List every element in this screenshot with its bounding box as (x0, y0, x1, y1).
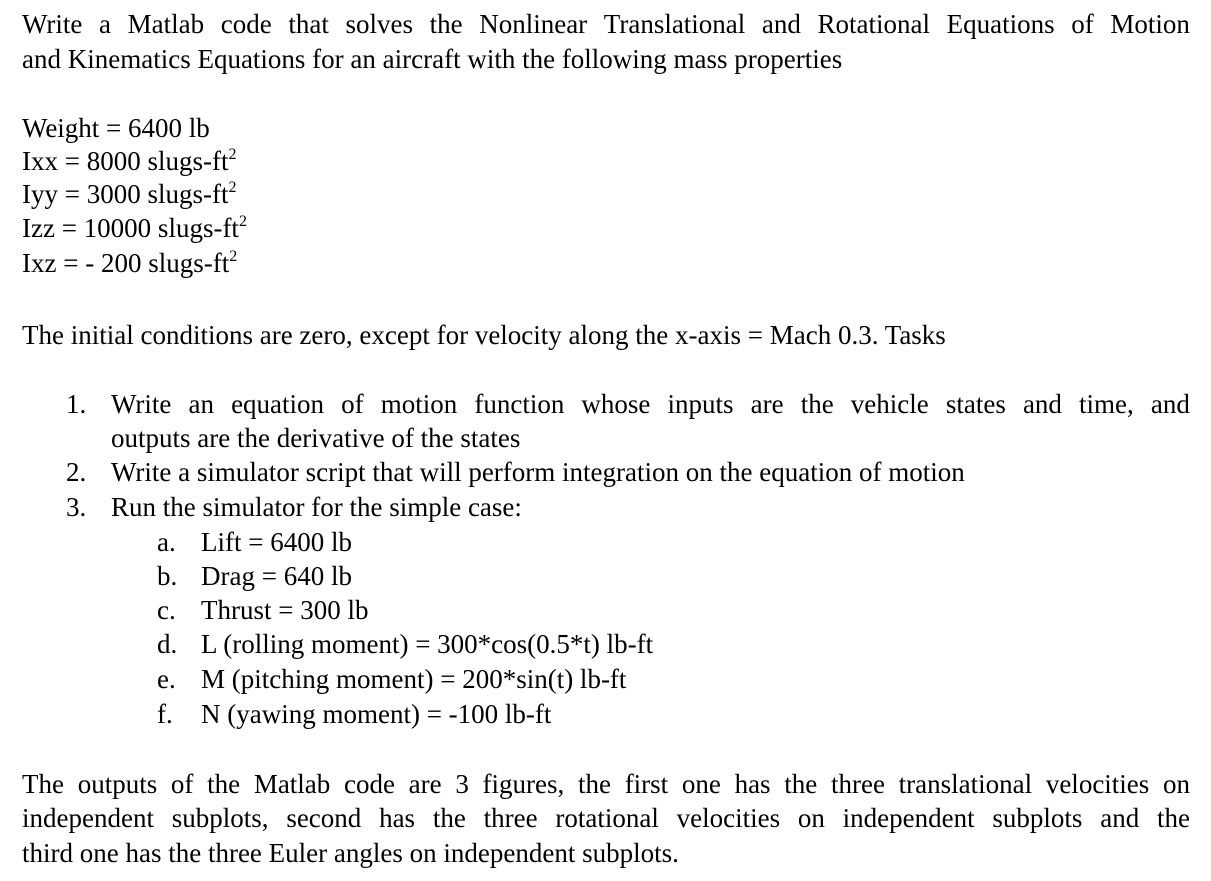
mass-property-exponent: 2 (228, 146, 237, 163)
word: one (681, 769, 721, 799)
word: Nonlinear (479, 9, 588, 39)
outputs-line-3: third one has the three Euler angles on independent subplots. (22, 838, 679, 868)
word: code (220, 9, 272, 39)
word: whose (581, 389, 651, 419)
task-1-line-2: outputs are the derivative of the states (111, 423, 521, 453)
mass-property-exponent: 2 (228, 179, 237, 196)
case-thrust: Thrust = 300 lb (201, 595, 369, 625)
word: subplots, (171, 803, 269, 833)
word: code (344, 769, 395, 799)
word: and (1100, 803, 1140, 833)
word: of (170, 769, 194, 799)
word: of (341, 389, 364, 419)
word: three (830, 769, 885, 799)
word: the (1157, 803, 1190, 833)
word: the (784, 769, 818, 799)
word: Matlab (127, 9, 205, 39)
mass-property-text: Ixx = 8000 slugs-ft (22, 146, 229, 176)
case-drag: Drag = 640 lb (201, 561, 352, 591)
mass-property-iyy (22, 177, 236, 211)
word: a (99, 9, 111, 39)
mass-property-izz (22, 211, 247, 245)
case-letter: e. (157, 664, 176, 694)
outputs-line-1 (22, 767, 1190, 801)
word: the (429, 9, 463, 39)
mass-property-exponent: 2 (238, 213, 247, 230)
word: the (577, 769, 611, 799)
word: equation (231, 389, 325, 419)
word: an (188, 389, 214, 419)
word: the (432, 803, 466, 833)
case-pitching-moment: M (pitching moment) = 200*sin(t) lb-ft (201, 664, 627, 694)
word: of (1071, 9, 1094, 39)
word: velocities (676, 803, 781, 833)
word: Equations (946, 9, 1055, 39)
case-letter: b. (157, 561, 178, 591)
word: the (207, 769, 241, 799)
word: first (624, 769, 669, 799)
task-1-line-1 (111, 387, 1190, 421)
word: outputs (77, 769, 158, 799)
mass-property-text: Weight = 6400 lb (22, 113, 210, 143)
case-letter: a. (157, 527, 176, 557)
word: The (22, 769, 64, 799)
word: that (288, 9, 329, 39)
word: translational (898, 769, 1033, 799)
case-letter: c. (157, 595, 176, 625)
mass-property-ixx (22, 144, 236, 178)
word: velocities (1045, 769, 1150, 799)
task-3-text: Run the simulator for the simple case: (111, 492, 522, 522)
word: inputs (667, 389, 734, 419)
word: independent (22, 803, 154, 833)
word: figures, (482, 769, 565, 799)
mass-property-text: Iyy = 3000 slugs-ft (22, 179, 229, 209)
word: has (734, 769, 771, 799)
intro-line-2: and Kinematics Equations for an aircraft with the following mass properties (22, 44, 843, 74)
task-number: 2. (66, 457, 87, 487)
case-yawing-moment: N (yawing moment) = -100 lb-ft (201, 699, 552, 729)
mass-property-text: Ixz = - 200 slugs-ft (22, 248, 230, 278)
word: on (1163, 769, 1190, 799)
task-number: 3. (66, 492, 87, 522)
mass-property-weight (22, 111, 210, 145)
intro-line-1 (22, 7, 1190, 41)
task-2-text: Write a simulator script that will perform integration on the equation of motion (111, 457, 965, 487)
word: solves (345, 9, 413, 39)
word: the (800, 389, 834, 419)
word: 3 (455, 769, 469, 799)
word: independent (842, 803, 975, 833)
case-letter: d. (157, 629, 178, 659)
outputs-line-2 (22, 801, 1190, 835)
mass-property-exponent: 2 (229, 248, 238, 265)
initial-conditions: The initial conditions are zero, except for velocity along the x-axis = Mach 0.3. Tasks (22, 320, 946, 350)
word: motion (380, 389, 458, 419)
word: are (408, 769, 442, 799)
task-number: 1. (66, 389, 87, 419)
word: on (797, 803, 825, 833)
word: three (483, 803, 538, 833)
word: Translational (603, 9, 746, 39)
word: time, (1079, 389, 1134, 419)
word: has (379, 803, 416, 833)
word: Write (22, 9, 83, 39)
case-letter: f. (157, 699, 173, 729)
word: Rotational (817, 9, 931, 39)
word: subplots (992, 803, 1083, 833)
word: states (945, 389, 1006, 419)
mass-property-ixz (22, 246, 237, 280)
case-lift: Lift = 6400 lb (201, 527, 352, 557)
word: are (750, 389, 784, 419)
word: and (1022, 389, 1062, 419)
word: function (474, 389, 565, 419)
word: Write (111, 389, 172, 419)
word: and (761, 9, 801, 39)
word: and (1150, 389, 1190, 419)
word: vehicle (850, 389, 929, 419)
mass-property-text: Izz = 10000 slugs-ft (22, 213, 239, 243)
word: second (286, 803, 362, 833)
word: Motion (1110, 9, 1190, 39)
word: rotational (555, 803, 659, 833)
case-rolling-moment: L (rolling moment) = 300*cos(0.5*t) lb-ft (201, 629, 654, 659)
word: Matlab (253, 769, 331, 799)
